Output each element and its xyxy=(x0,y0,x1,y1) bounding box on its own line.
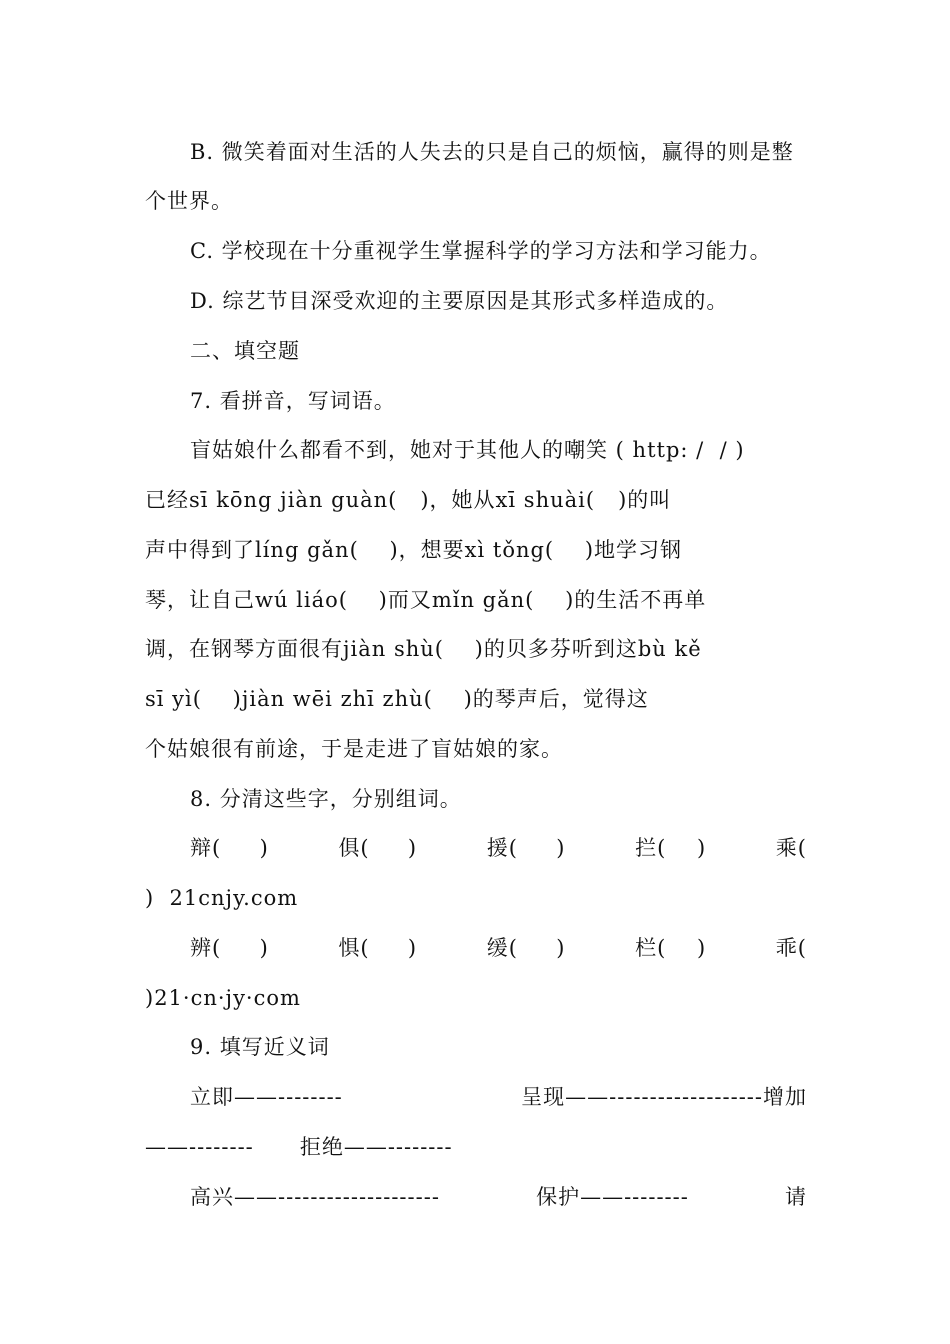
option-c: C. 学校现在十分重视学生掌握科学的学习方法和学习能力。 xyxy=(190,239,772,263)
q9-row2-item: 高兴——-------------------- xyxy=(190,1185,440,1209)
question-8-title: 8. 分清这些字，分别组词。 xyxy=(190,787,462,811)
option-d: D. 综艺节目深受欢迎的主要原因是其形式多样造成的。 xyxy=(190,289,729,313)
q8-row2 xyxy=(190,933,807,963)
section-heading: 二、填空题 xyxy=(190,339,300,363)
option-b-line1: B. 微笑着面对生活的人失去的只是自己的烦恼，赢得的则是整 xyxy=(190,140,794,164)
q8-row1-item: 辩( ) xyxy=(190,836,269,860)
q7-text-line4: 琴，让自己wú liáo( )而又mǐn gǎn( )的生活不再单 xyxy=(145,588,707,612)
q7-text-line7: 个姑娘很有前途，于是走进了盲姑娘的家。 xyxy=(145,737,563,761)
option-b-line2: 个世界。 xyxy=(145,189,233,213)
q9-row2-item: 请 xyxy=(785,1185,807,1209)
question-7-title: 7. 看拼音，写词语。 xyxy=(190,389,396,413)
q9-row1 xyxy=(190,1082,807,1112)
q8-row1-tail: ) 21cnjy.com xyxy=(145,886,299,910)
q8-row1-item: 乘( xyxy=(775,836,807,860)
q9-row1-item: 呈现——-------------------增加 xyxy=(521,1085,807,1109)
q9-row2 xyxy=(190,1182,807,1212)
q7-text-line6: sī yì( )jiàn wēi zhī zhù( )的琴声后，觉得这 xyxy=(145,687,649,711)
q7-text-line1: 盲姑娘什么都看不到，她对于其他人的嘲笑 ( http: / / ) xyxy=(190,438,745,462)
question-9-title: 9. 填写近义词 xyxy=(190,1035,330,1059)
q8-row1-item: 俱( ) xyxy=(338,836,418,860)
q8-row1-item: 拦( ) xyxy=(635,836,707,860)
q8-row2-item: 乖( xyxy=(775,936,807,960)
q7-text-line2: 已经sī kōng jiàn guàn( )，她从xī shuài( )的叫 xyxy=(145,488,672,512)
q7-text-line3: 声中得到了líng gǎn( )，想要xì tǒng( )地学习钢 xyxy=(145,538,683,562)
q8-row2-tail: )21·cn·jy·com xyxy=(145,986,301,1010)
q9-row2-item: 保护——-------- xyxy=(536,1185,689,1209)
q8-row1-item: 援( ) xyxy=(486,836,566,860)
q8-row2-item: 辨( ) xyxy=(190,936,269,960)
q8-row1 xyxy=(190,833,807,863)
q7-text-line5: 调，在钢琴方面很有jiàn shù( )的贝多芬听到这bù kě xyxy=(145,637,702,661)
q9-row1-tail: ——-------- 拒绝——-------- xyxy=(145,1135,453,1159)
q8-row2-item: 栏( ) xyxy=(635,936,707,960)
q9-row1-item: 立即——-------- xyxy=(190,1085,343,1109)
q8-row2-item: 惧( ) xyxy=(338,936,418,960)
q8-row2-item: 缓( ) xyxy=(486,936,566,960)
